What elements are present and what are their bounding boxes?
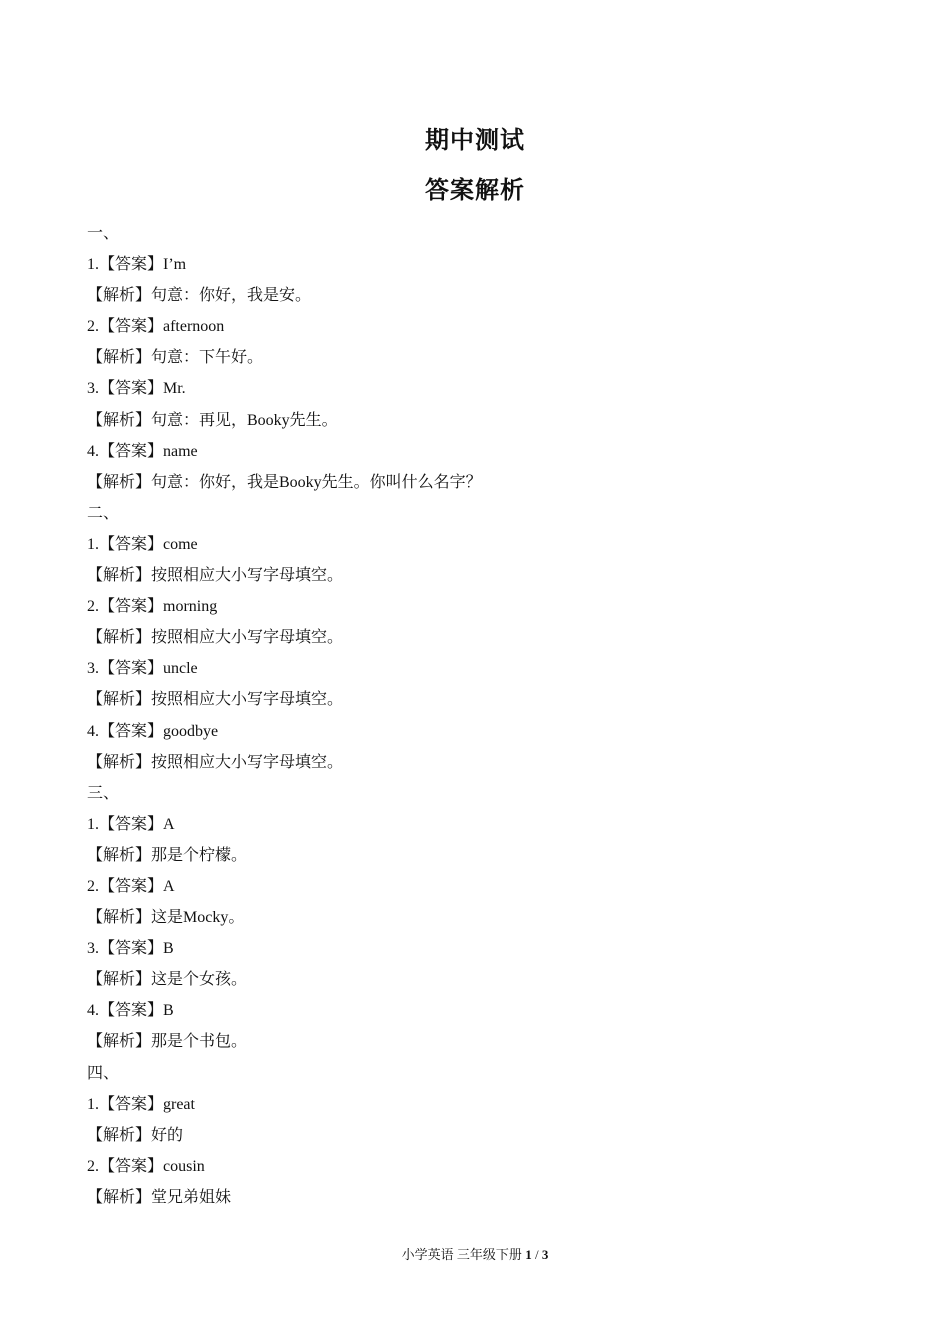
explanation-line: 【解析】句意：下午好。 <box>87 349 264 367</box>
answer-line: 3.【答案】B <box>87 940 174 958</box>
answer-list <box>87 218 867 1213</box>
explanation-line: 【解析】按照相应大小写字母填空。 <box>87 691 344 709</box>
explanation-line: 【解析】那是个柠檬。 <box>87 846 248 864</box>
answer-line: 1.【答案】I’m <box>87 256 187 274</box>
explanation-line: 【解析】句意：你好，我是安。 <box>87 287 312 305</box>
section-heading-2: 二、 <box>87 504 120 522</box>
explanation-line: 【解析】句意：你好，我是Booky先生。你叫什么名字？ <box>87 473 482 491</box>
explanation-line: 【解析】这是Mocky。 <box>87 909 245 927</box>
page-separator: / <box>534 1247 539 1262</box>
answer-line: 4.【答案】B <box>87 1002 174 1020</box>
explanation-line: 【解析】那是个书包。 <box>87 1033 248 1051</box>
explanation-line: 【解析】堂兄弟姐妹 <box>87 1188 232 1206</box>
section-heading-3: 三、 <box>87 784 120 802</box>
explanation-line: 【解析】好的 <box>87 1126 184 1144</box>
answer-line: 3.【答案】uncle <box>87 660 198 678</box>
answer-line: 3.【答案】Mr. <box>87 380 186 398</box>
section-heading-1: 一、 <box>87 225 120 242</box>
explanation-line: 【解析】按照相应大小写字母填空。 <box>87 753 344 771</box>
page-subtitle: 答案解析 <box>425 176 525 204</box>
explanation-line: 【解析】按照相应大小写字母填空。 <box>87 629 344 647</box>
section-heading-4: 四、 <box>87 1064 120 1082</box>
explanation-line: 【解析】句意：再见，Booky先生。 <box>87 411 338 429</box>
page-title: 期中测试 <box>425 126 525 154</box>
answer-line: 2.【答案】afternoon <box>87 318 225 336</box>
answer-line: 1.【答案】come <box>87 535 198 553</box>
page-footer <box>0 1246 950 1264</box>
answer-line: 2.【答案】A <box>87 877 175 895</box>
answer-line: 4.【答案】name <box>87 442 198 460</box>
answer-line: 1.【答案】A <box>87 815 175 833</box>
page-current: 1 <box>525 1247 532 1262</box>
answer-line: 1.【答案】great <box>87 1095 195 1113</box>
footer-label: 小学英语 三年级下册 <box>401 1247 522 1262</box>
page-total: 3 <box>541 1247 549 1262</box>
answer-line: 2.【答案】morning <box>87 598 218 616</box>
explanation-line: 【解析】按照相应大小写字母填空。 <box>87 567 344 585</box>
explanation-line: 【解析】这是个女孩。 <box>87 971 248 989</box>
answer-line: 2.【答案】cousin <box>87 1157 205 1175</box>
answer-line: 4.【答案】goodbye <box>87 722 219 740</box>
